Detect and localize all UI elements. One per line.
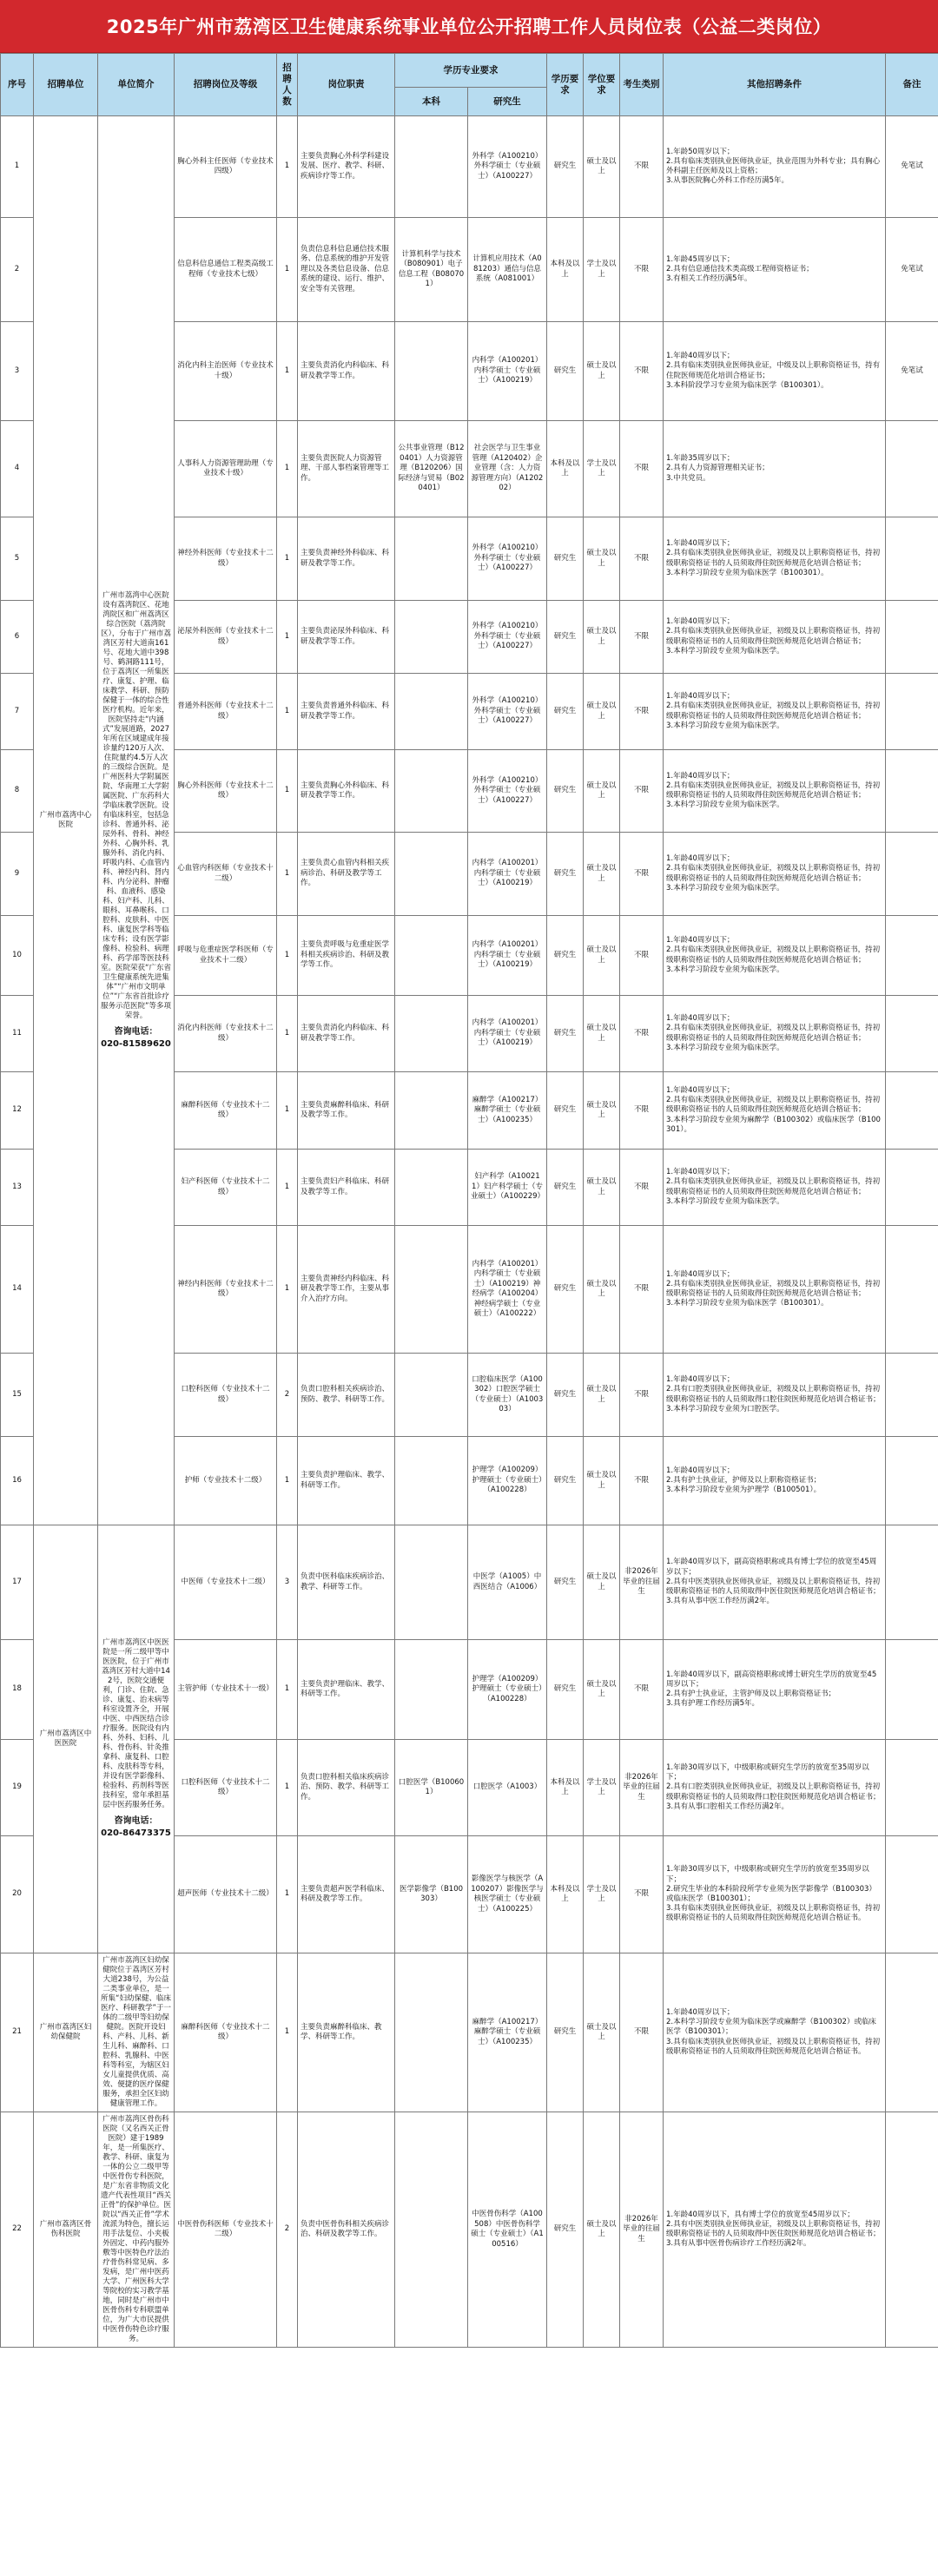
position-name: 人事科人力资源管理助理（专业技术十级） bbox=[175, 421, 277, 517]
major-undergrad bbox=[395, 1953, 468, 2112]
header-seq: 序号 bbox=[1, 54, 34, 116]
position-count: 1 bbox=[277, 1640, 298, 1740]
position-count: 1 bbox=[277, 116, 298, 218]
position-duty: 主要负责消化内科临床、科研及教学等工作。 bbox=[298, 996, 395, 1072]
position-name: 口腔科医师（专业技术十二级） bbox=[175, 1740, 277, 1836]
major-undergrad bbox=[395, 322, 468, 421]
edu-requirement: 研究生 bbox=[547, 601, 584, 674]
header-duty: 岗位职责 bbox=[298, 54, 395, 116]
major-grad: 外科学（A100210）外科学硕士（专业硕士）（A100227） bbox=[468, 674, 547, 750]
row-note bbox=[886, 601, 938, 674]
row-note bbox=[886, 1437, 938, 1525]
unit-intro-text: 广州市荔湾中心医院设有荔湾院区、花地湾院区和广州荔湾区综合医院（荔湾院区），分布于广州市荔湾区芳村大道南161号、花地大道中398号、鹤洞路111号，位于荔湾区一所集医疗、康复、护理、临床教学、科研、预防保健于一体的综合性医疗机构。近年来，医院坚持走“内涵式”发展道路，2027年所在区域建成年接诊量约120万人次、住院量约4.5万人次的三级综合医院。是广州医科大学附属医院、华南理工大学附属医院、广东药科大学临床教学医院。设有临床科室，包括急诊科、普通外科、泌尿外科、骨科、神经外科、心胸外科、乳腺外科、消化内科、呼吸内科、心血管内科、神经内科、肾内科、内分泌科、肿瘤科、血液科、感染科、妇产科、儿科、眼科、耳鼻喉科、口腔科、皮肤科、中医科、康复医学科等临床专科；设有医学影像科、检验科、病理科、药学部等医技科室。医院荣获“广东省卫生健康系统先进集体”“广州市文明单位”“广东省首批诊疗服务示范医院”等多项荣誉。 bbox=[101, 590, 171, 1020]
other-conditions: 1.年龄40周岁以下，副高资格职称或具有博士学位的放宽至45周岁以下； 2.具有中医类别执业医师执业证，初级及以上职称资格证书，持初级职称资格证书的人员须取得中医住院医师规范化培训合格证书； 3.具有从事中医工作经历满2年。 bbox=[664, 1525, 886, 1640]
unit-intro bbox=[98, 2112, 175, 2348]
row-seq: 14 bbox=[1, 1226, 34, 1354]
position-count: 1 bbox=[277, 674, 298, 750]
edu-requirement: 研究生 bbox=[547, 674, 584, 750]
row-note bbox=[886, 996, 938, 1072]
major-undergrad bbox=[395, 750, 468, 833]
position-duty: 主要负责神经内科临床、科研及教学等工作，主要从事介入治疗方向。 bbox=[298, 1226, 395, 1354]
header-major: 学历专业要求 bbox=[395, 54, 547, 88]
position-duty: 主要负责神经外科临床、科研及教学等工作。 bbox=[298, 517, 395, 601]
position-count: 1 bbox=[277, 1740, 298, 1836]
other-conditions: 1.年龄40周岁以下，副高资格职称或博士研究生学历的放宽至45周岁以下； 2.具有护士执业证，主管护师及以上职称资格证书； 3.具有护理工作经历满5年。 bbox=[664, 1640, 886, 1740]
row-note bbox=[886, 2112, 938, 2348]
header-edu: 学历要求 bbox=[547, 54, 584, 116]
other-conditions: 1.年龄40周岁以下； 2.具有临床类别执业医师执业证，初级及以上职称资格证书，持初级职称资格证书的人员须取得住院医师规范化培训合格证书； 3.本科学习阶段专业须为临床医学。 bbox=[664, 601, 886, 674]
candidate-source: 不限 bbox=[620, 218, 664, 322]
candidate-source: 不限 bbox=[620, 322, 664, 421]
position-count: 1 bbox=[277, 1226, 298, 1354]
position-duty: 主要负责超声医学科临床、科研及教学等工作。 bbox=[298, 1836, 395, 1953]
major-undergrad bbox=[395, 1226, 468, 1354]
row-seq: 5 bbox=[1, 517, 34, 601]
position-count: 1 bbox=[277, 916, 298, 996]
degree-requirement: 硕士及以上 bbox=[584, 750, 620, 833]
table-row bbox=[1, 1525, 938, 1640]
position-table bbox=[0, 53, 938, 2348]
row-seq: 17 bbox=[1, 1525, 34, 1640]
edu-requirement: 研究生 bbox=[547, 1437, 584, 1525]
candidate-source: 不限 bbox=[620, 674, 664, 750]
major-undergrad bbox=[395, 2112, 468, 2348]
position-count: 1 bbox=[277, 1953, 298, 2112]
major-undergrad bbox=[395, 996, 468, 1072]
position-count: 1 bbox=[277, 833, 298, 916]
candidate-source: 不限 bbox=[620, 1836, 664, 1953]
other-conditions: 1.年龄35周岁以下； 2.具有人力资源管理相关证书； 3.中共党员。 bbox=[664, 421, 886, 517]
position-count: 1 bbox=[277, 218, 298, 322]
position-name: 中医师（专业技术十二级） bbox=[175, 1525, 277, 1640]
other-conditions: 1.年龄30周岁以下，中级职称或研究生学历的放宽至35周岁以下； 2.具有口腔类别执业医师执业证，初级及以上职称资格证书，持初级职称资格证书的人员须取得口腔住院医师规范化培训合格证书； 3.具有从事口腔相关工作经历满2年。 bbox=[664, 1740, 886, 1836]
other-conditions: 1.年龄40周岁以下； 2.具有临床类别执业医师执业证，初级及以上职称资格证书，持初级职称资格证书的人员须取得住院医师规范化培训合格证书； 3.本科学习阶段专业须为临床医学。 bbox=[664, 996, 886, 1072]
row-note bbox=[886, 674, 938, 750]
major-undergrad bbox=[395, 1150, 468, 1226]
other-conditions: 1.年龄40周岁以下； 2.具有临床类别执业医师执业证，初级及以上职称资格证书，持初级职称资格证书的人员须取得住院医师规范化培训合格证书； 3.本科学习阶段专业须为麻醉学（B100302）或临床医学（B100301）。 bbox=[664, 1072, 886, 1150]
major-grad: 内科学（A100201）内科学硕士（专业硕士）（A100219）神经病学（A100204）神经病学硕士（专业硕士）（A100222） bbox=[468, 1226, 547, 1354]
edu-requirement: 本科及以上 bbox=[547, 421, 584, 517]
position-duty: 主要负责医院人力资源管理、干部人事档案管理等工作。 bbox=[298, 421, 395, 517]
major-grad: 口腔医学（A1003） bbox=[468, 1740, 547, 1836]
edu-requirement: 本科及以上 bbox=[547, 1836, 584, 1953]
row-seq: 7 bbox=[1, 674, 34, 750]
table-row bbox=[1, 1953, 938, 2112]
header-position: 招聘岗位及等级 bbox=[175, 54, 277, 116]
page-title: 2025年广州市荔湾区卫生健康系统事业单位公开招聘工作人员岗位表（公益二类岗位） bbox=[0, 0, 938, 53]
degree-requirement: 硕士及以上 bbox=[584, 601, 620, 674]
degree-requirement: 学士及以上 bbox=[584, 1836, 620, 1953]
row-note bbox=[886, 1953, 938, 2112]
unit-name: 广州市荔湾区骨伤科医院 bbox=[34, 2112, 98, 2348]
row-note: 免笔试 bbox=[886, 218, 938, 322]
degree-requirement: 硕士及以上 bbox=[584, 1953, 620, 2112]
position-name: 心血管内科医师（专业技术十二级） bbox=[175, 833, 277, 916]
degree-requirement: 硕士及以上 bbox=[584, 1354, 620, 1437]
position-duty: 主要负责胸心外科临床、科研及教学等工作。 bbox=[298, 750, 395, 833]
position-name: 口腔科医师（专业技术十二级） bbox=[175, 1354, 277, 1437]
position-count: 1 bbox=[277, 1437, 298, 1525]
major-undergrad: 计算机科学与技术（B080901）电子信息工程（B080701） bbox=[395, 218, 468, 322]
position-name: 主管护师（专业技术十一级） bbox=[175, 1640, 277, 1740]
unit-intro-text: 广州市荔湾区妇幼保健院位于荔湾区芳村大道238号，为公益二类事业单位，是一所集“妇幼保健、临床医疗、科研教学”于一体的二级甲等妇幼保健院。医院开设妇科、产科、儿科、新生儿科、麻醉科、口腔科、乳腺科、中医科等科室，为辖区妇女儿童提供优质、高效、便捷的医疗保健服务，承担全区妇幼健康管理工作。 bbox=[101, 1956, 171, 2108]
unit-intro bbox=[98, 1525, 175, 1953]
degree-requirement: 硕士及以上 bbox=[584, 674, 620, 750]
candidate-source: 不限 bbox=[620, 1437, 664, 1525]
position-name: 呼吸与危重症医学科医师（专业技术十二级） bbox=[175, 916, 277, 996]
major-grad: 麻醉学（A100217）麻醉学硕士（专业硕士）（A100235） bbox=[468, 1953, 547, 2112]
degree-requirement: 硕士及以上 bbox=[584, 916, 620, 996]
header-grad: 研究生 bbox=[468, 88, 547, 116]
row-note bbox=[886, 421, 938, 517]
position-duty: 主要负责护理临床、教学、科研等工作。 bbox=[298, 1640, 395, 1740]
other-conditions: 1.年龄40周岁以下； 2.具有临床类别执业医师执业证，初级及以上职称资格证书，持初级职称资格证书的人员须取得住院医师规范化培训合格证书； 3.本科学习阶段专业须为临床医学。 bbox=[664, 750, 886, 833]
position-duty: 主要负责普通外科临床、科研及教学等工作。 bbox=[298, 674, 395, 750]
row-seq: 10 bbox=[1, 916, 34, 996]
position-count: 1 bbox=[277, 1836, 298, 1953]
other-conditions: 1.年龄40周岁以下； 2.具有临床类别执业医师执业证，初级及以上职称资格证书，持初级职称资格证书的人员须取得住院医师规范化培训合格证书； 3.本科学习阶段专业须为临床医学。 bbox=[664, 1150, 886, 1226]
position-duty: 主要负责泌尿外科临床、科研及教学等工作。 bbox=[298, 601, 395, 674]
major-grad: 护理学（A100209）护理硕士（专业硕士）（A100228） bbox=[468, 1437, 547, 1525]
major-undergrad bbox=[395, 1354, 468, 1437]
candidate-source: 不限 bbox=[620, 996, 664, 1072]
degree-requirement: 学士及以上 bbox=[584, 1740, 620, 1836]
row-seq: 22 bbox=[1, 2112, 34, 2348]
candidate-source: 不限 bbox=[620, 1150, 664, 1226]
major-undergrad bbox=[395, 1437, 468, 1525]
row-note bbox=[886, 1525, 938, 1640]
edu-requirement: 研究生 bbox=[547, 517, 584, 601]
degree-requirement: 硕士及以上 bbox=[584, 116, 620, 218]
edu-requirement: 研究生 bbox=[547, 116, 584, 218]
unit-intro bbox=[98, 1953, 175, 2112]
major-grad: 口腔临床医学（A100302）口腔医学硕士（专业硕士）（A100303） bbox=[468, 1354, 547, 1437]
other-conditions: 1.年龄40周岁以下； 2.具有临床类别执业医师执业证，初级及以上职称资格证书，持初级职称资格证书的人员须取得住院医师规范化培训合格证书； 3.本科学习阶段专业须为临床医学。 bbox=[664, 674, 886, 750]
position-name: 妇产科医师（专业技术十二级） bbox=[175, 1150, 277, 1226]
candidate-source: 非2026年毕业的往届生 bbox=[620, 1525, 664, 1640]
major-undergrad bbox=[395, 1072, 468, 1150]
candidate-source: 不限 bbox=[620, 421, 664, 517]
candidate-source: 不限 bbox=[620, 1354, 664, 1437]
row-note bbox=[886, 916, 938, 996]
unit-contact bbox=[101, 1815, 171, 1840]
major-grad: 护理学（A100209）护理硕士（专业硕士）（A100228） bbox=[468, 1640, 547, 1740]
unit-name: 广州市荔湾区妇幼保健院 bbox=[34, 1953, 98, 2112]
position-duty: 主要负责麻醉科临床、科研及教学等工作。 bbox=[298, 1072, 395, 1150]
candidate-source: 不限 bbox=[620, 601, 664, 674]
position-duty: 负责口腔科相关疾病诊治、预防、教学、科研等工作。 bbox=[298, 1354, 395, 1437]
degree-requirement: 硕士及以上 bbox=[584, 833, 620, 916]
degree-requirement: 硕士及以上 bbox=[584, 996, 620, 1072]
position-name: 超声医师（专业技术十二级） bbox=[175, 1836, 277, 1953]
major-grad: 内科学（A100201）内科学硕士（专业硕士）（A100219） bbox=[468, 996, 547, 1072]
major-undergrad bbox=[395, 116, 468, 218]
candidate-source: 不限 bbox=[620, 1226, 664, 1354]
other-conditions: 1.年龄40周岁以下； 2.具有临床类别执业医师执业证，中级及以上职称资格证书，持有住院医师规范化培训合格证书； 3.本科阶段学习专业须为临床医学（B100301）。 bbox=[664, 322, 886, 421]
position-name: 泌尿外科医师（专业技术十二级） bbox=[175, 601, 277, 674]
edu-requirement: 研究生 bbox=[547, 1953, 584, 2112]
table-body bbox=[1, 116, 938, 2348]
position-name: 普通外科医师（专业技术十二级） bbox=[175, 674, 277, 750]
major-undergrad: 公共事业管理（B120401）人力资源管理（B120206）国际经济与贸易（B020401） bbox=[395, 421, 468, 517]
major-undergrad bbox=[395, 517, 468, 601]
major-grad: 外科学（A100210）外科学硕士（专业硕士）（A100227） bbox=[468, 517, 547, 601]
row-seq: 13 bbox=[1, 1150, 34, 1226]
row-note bbox=[886, 1640, 938, 1740]
row-note: 免笔试 bbox=[886, 322, 938, 421]
major-grad: 麻醉学（A100217）麻醉学硕士（专业硕士）（A100235） bbox=[468, 1072, 547, 1150]
position-duty: 主要负责心血管内科相关疾病诊治、科研及教学等工作。 bbox=[298, 833, 395, 916]
row-note: 免笔试 bbox=[886, 116, 938, 218]
row-note bbox=[886, 1150, 938, 1226]
row-note bbox=[886, 1836, 938, 1953]
header-intro: 单位简介 bbox=[98, 54, 175, 116]
header-degree: 学位要求 bbox=[584, 54, 620, 116]
edu-requirement: 研究生 bbox=[547, 750, 584, 833]
table-row bbox=[1, 2112, 938, 2348]
contact-label: 咨询电话： bbox=[114, 1816, 158, 1826]
row-seq: 21 bbox=[1, 1953, 34, 2112]
major-grad: 中医骨伤科学（A100508）中医骨伤科学硕士（专业硕士）（A100516） bbox=[468, 2112, 547, 2348]
header-other: 其他招聘条件 bbox=[664, 54, 886, 116]
row-seq: 15 bbox=[1, 1354, 34, 1437]
other-conditions: 1.年龄40周岁以下； 2.本科学习阶段专业须为临床医学或麻醉学（B100302）或临床医学（B100301）； 3.具有临床类别执业医师执业证，初级及以上职称资格证书，持初级职称资格证书的人员须取得住院医师规范化培训合格证书。 bbox=[664, 1953, 886, 2112]
major-undergrad: 医学影像学（B100303） bbox=[395, 1836, 468, 1953]
row-seq: 2 bbox=[1, 218, 34, 322]
header-source: 考生类别 bbox=[620, 54, 664, 116]
degree-requirement: 硕士及以上 bbox=[584, 1525, 620, 1640]
header-count: 招聘人数 bbox=[277, 54, 298, 116]
position-name: 神经外科医师（专业技术十二级） bbox=[175, 517, 277, 601]
position-duty: 负责信息科信息通信技术服务、信息系统的维护开发管理以及各类信息设备、信息系统的建设、运行、维护、安全等有关管理。 bbox=[298, 218, 395, 322]
position-count: 1 bbox=[277, 1072, 298, 1150]
major-undergrad bbox=[395, 833, 468, 916]
other-conditions: 1.年龄40周岁以下； 2.具有临床类别执业医师执业证，初级及以上职称资格证书，持初级职称资格证书的人员须取得住院医师规范化培训合格证书； 3.本科学习阶段专业须为临床医学。 bbox=[664, 833, 886, 916]
position-name: 麻醉科医师（专业技术十二级） bbox=[175, 1953, 277, 2112]
header-undergrad: 本科 bbox=[395, 88, 468, 116]
row-note bbox=[886, 1226, 938, 1354]
position-count: 1 bbox=[277, 601, 298, 674]
position-duty: 主要负责胸心外科学科建设发展、医疗、教学、科研、疾病诊疗等工作。 bbox=[298, 116, 395, 218]
position-count: 1 bbox=[277, 322, 298, 421]
other-conditions: 1.年龄45周岁以下； 2.具有信息通信技术类高级工程师资格证书； 3.有相关工作经历满5年。 bbox=[664, 218, 886, 322]
row-seq: 16 bbox=[1, 1437, 34, 1525]
contact-label: 咨询电话： bbox=[114, 1026, 158, 1037]
major-undergrad bbox=[395, 601, 468, 674]
other-conditions: 1.年龄40周岁以下； 2.具有口腔类别执业医师执业证，初级及以上职称资格证书，持初级职称资格证书的人员须取得口腔住院医师规范化培训合格证书； 3.本科学习阶段专业须为口腔医学。 bbox=[664, 1354, 886, 1437]
unit-intro bbox=[98, 116, 175, 1525]
edu-requirement: 本科及以上 bbox=[547, 218, 584, 322]
position-name: 胸心外科医师（专业技术十二级） bbox=[175, 750, 277, 833]
degree-requirement: 硕士及以上 bbox=[584, 1437, 620, 1525]
degree-requirement: 学士及以上 bbox=[584, 421, 620, 517]
major-grad: 内科学（A100201）内科学硕士（专业硕士）（A100219） bbox=[468, 833, 547, 916]
position-duty: 主要负责麻醉科临床、教学、科研等工作。 bbox=[298, 1953, 395, 2112]
major-grad: 妇产科学（A100211）妇产科学硕士（专业硕士）（A100229） bbox=[468, 1150, 547, 1226]
candidate-source: 不限 bbox=[620, 116, 664, 218]
candidate-source: 非2026年毕业的往届生 bbox=[620, 1740, 664, 1836]
major-undergrad bbox=[395, 674, 468, 750]
position-count: 2 bbox=[277, 2112, 298, 2348]
row-note bbox=[886, 1072, 938, 1150]
major-grad: 社会医学与卫生事业管理（A120402）企业管理（含：人力资源管理方向）（A120202） bbox=[468, 421, 547, 517]
candidate-source: 不限 bbox=[620, 833, 664, 916]
degree-requirement: 学士及以上 bbox=[584, 218, 620, 322]
row-seq: 18 bbox=[1, 1640, 34, 1740]
major-grad: 内科学（A100201）内科学硕士（专业硕士）（A100219） bbox=[468, 322, 547, 421]
position-duty: 负责中医骨伤科相关疾病诊治、科研及教学等工作。 bbox=[298, 2112, 395, 2348]
header-unit: 招聘单位 bbox=[34, 54, 98, 116]
edu-requirement: 研究生 bbox=[547, 1525, 584, 1640]
edu-requirement: 研究生 bbox=[547, 2112, 584, 2348]
position-duty: 负责中医科临床疾病诊治、教学、科研等工作。 bbox=[298, 1525, 395, 1640]
candidate-source: 不限 bbox=[620, 750, 664, 833]
edu-requirement: 研究生 bbox=[547, 1226, 584, 1354]
contact-phone: 020-86473375 bbox=[101, 1828, 171, 1838]
degree-requirement: 硕士及以上 bbox=[584, 1150, 620, 1226]
edu-requirement: 研究生 bbox=[547, 916, 584, 996]
position-name: 护师（专业技术十二级） bbox=[175, 1437, 277, 1525]
position-count: 2 bbox=[277, 1354, 298, 1437]
candidate-source: 不限 bbox=[620, 1640, 664, 1740]
degree-requirement: 硕士及以上 bbox=[584, 2112, 620, 2348]
major-grad: 计算机应用技术（A081203）通信与信息系统（A081001） bbox=[468, 218, 547, 322]
other-conditions: 1.年龄40周岁以下，具有博士学位的放宽至45周岁以下； 2.具有中医类别执业医师执业证，初级及以上职称资格证书，持初级职称资格证书的人员须取得中医住院医师规范化培训合格证书； 3.具有从事中医骨伤病诊疗工作经历满2年。 bbox=[664, 2112, 886, 2348]
other-conditions: 1.年龄30周岁以下，中级职称或研究生学历的放宽至35周岁以下； 2.研究生毕业的本科阶段所学专业须为医学影像学（B100303）或临床医学（B100301）； 3.具有临床类别执业医师执业证，初级及以上职称资格证书，持初级职称资格证书的人员须取得住院医师规范化培训合格证书。 bbox=[664, 1836, 886, 1953]
row-seq: 9 bbox=[1, 833, 34, 916]
other-conditions: 1.年龄50周岁以下； 2.具有临床类别执业医师执业证，执业范围为外科专业；具有胸心外科副主任医师及以上资格； 3.从事医院胸心外科工作经历满5年。 bbox=[664, 116, 886, 218]
position-duty: 主要负责妇产科临床、科研及教学等工作。 bbox=[298, 1150, 395, 1226]
position-duty: 主要负责消化内科临床、科研及教学等工作。 bbox=[298, 322, 395, 421]
degree-requirement: 硕士及以上 bbox=[584, 1640, 620, 1740]
candidate-source: 不限 bbox=[620, 517, 664, 601]
position-count: 1 bbox=[277, 750, 298, 833]
position-count: 1 bbox=[277, 517, 298, 601]
other-conditions: 1.年龄40周岁以下； 2.具有临床类别执业医师执业证，初级及以上职称资格证书，持初级职称资格证书的人员须取得住院医师规范化培训合格证书； 3.本科学习阶段专业须为临床医学。 bbox=[664, 916, 886, 996]
other-conditions: 1.年龄40周岁以下； 2.具有护士执业证，护师及以上职称资格证书； 3.本科学习阶段专业须为护理学（B100501）。 bbox=[664, 1437, 886, 1525]
candidate-source: 非2026年毕业的往届生 bbox=[620, 2112, 664, 2348]
major-grad: 影像医学与核医学（A100207）影像医学与核医学硕士（专业硕士）（A100225） bbox=[468, 1836, 547, 1953]
unit-contact bbox=[101, 1026, 171, 1051]
contact-phone: 020-81589620 bbox=[101, 1038, 171, 1049]
row-note bbox=[886, 1740, 938, 1836]
row-seq: 8 bbox=[1, 750, 34, 833]
row-seq: 19 bbox=[1, 1740, 34, 1836]
edu-requirement: 研究生 bbox=[547, 1354, 584, 1437]
candidate-source: 不限 bbox=[620, 916, 664, 996]
row-seq: 6 bbox=[1, 601, 34, 674]
edu-requirement: 研究生 bbox=[547, 996, 584, 1072]
major-undergrad bbox=[395, 1525, 468, 1640]
header-note: 备注 bbox=[886, 54, 938, 116]
row-note bbox=[886, 750, 938, 833]
unit-intro-text: 广州市荔湾区骨伤科医院（又名西关正骨医院）建于1989年，是一所集医疗、教学、科研、康复为一体的公立二级甲等中医骨伤专科医院，是广东省非物质文化遗产代表性项目“西关正骨”的保护单位。医院以“西关正骨”学术流派为特色，擅长运用手法复位、小夹板外固定、中药内服外敷等中医特色疗法治疗骨伤科常见病、多发病，是广州中医药大学、广州医科大学等院校的实习教学基地，同时是广州市中医骨伤科专科联盟单位，为广大市民提供中医骨伤特色诊疗服务。 bbox=[101, 2115, 171, 2343]
position-duty: 负责口腔科相关临床疾病诊治、预防、教学、科研等工作。 bbox=[298, 1740, 395, 1836]
other-conditions: 1.年龄40周岁以下； 2.具有临床类别执业医师执业证，初级及以上职称资格证书，持初级职称资格证书的人员须取得住院医师规范化培训合格证书； 3.本科学习阶段专业须为临床医学（B100301）。 bbox=[664, 1226, 886, 1354]
edu-requirement: 研究生 bbox=[547, 1150, 584, 1226]
degree-requirement: 硕士及以上 bbox=[584, 1226, 620, 1354]
candidate-source: 不限 bbox=[620, 1953, 664, 2112]
row-note bbox=[886, 1354, 938, 1437]
unit-intro-text: 广州市荔湾区中医医院是一所二级甲等中医医院，位于广州市荔湾区芳村大道中142号，医院交通便利，门诊、住院、急诊、康复、治未病等科室设置齐全，开展中医、中西医结合诊疗服务。医院设有内科、外科、妇科、儿科、骨伤科、针灸推拿科、康复科、口腔科、皮肤科等专科，并设有医学影像科、检验科、药剂科等医技科室，常年承担基层中医药服务任务。 bbox=[102, 1638, 170, 1809]
position-count: 1 bbox=[277, 421, 298, 517]
unit-name: 广州市荔湾中心医院 bbox=[34, 116, 98, 1525]
row-note bbox=[886, 833, 938, 916]
row-seq: 11 bbox=[1, 996, 34, 1072]
row-note bbox=[886, 517, 938, 601]
row-seq: 12 bbox=[1, 1072, 34, 1150]
other-conditions: 1.年龄40周岁以下； 2.具有临床类别执业医师执业证，初级及以上职称资格证书，持初级职称资格证书的人员须取得住院医师规范化培训合格证书； 3.本科学习阶段专业须为临床医学（B100301）。 bbox=[664, 517, 886, 601]
position-name: 麻醉科医师（专业技术十二级） bbox=[175, 1072, 277, 1150]
position-name: 神经内科医师（专业技术十二级） bbox=[175, 1226, 277, 1354]
major-undergrad bbox=[395, 916, 468, 996]
degree-requirement: 硕士及以上 bbox=[584, 1072, 620, 1150]
major-grad: 外科学（A100210）外科学硕士（专业硕士）（A100227） bbox=[468, 116, 547, 218]
position-duty: 主要负责呼吸与危重症医学科相关疾病诊治、科研及教学等工作。 bbox=[298, 916, 395, 996]
position-name: 信息科信息通信工程类高级工程师（专业技术七级） bbox=[175, 218, 277, 322]
position-name: 消化内科主治医师（专业技术十级） bbox=[175, 322, 277, 421]
major-undergrad bbox=[395, 1640, 468, 1740]
table-row bbox=[1, 116, 938, 218]
position-count: 1 bbox=[277, 1150, 298, 1226]
position-count: 1 bbox=[277, 996, 298, 1072]
position-count: 3 bbox=[277, 1525, 298, 1640]
position-duty: 主要负责护理临床、教学、科研等工作。 bbox=[298, 1437, 395, 1525]
position-name: 胸心外科主任医师（专业技术四级） bbox=[175, 116, 277, 218]
row-seq: 1 bbox=[1, 116, 34, 218]
table-header bbox=[1, 54, 938, 116]
major-grad: 外科学（A100210）外科学硕士（专业硕士）（A100227） bbox=[468, 601, 547, 674]
edu-requirement: 研究生 bbox=[547, 1640, 584, 1740]
position-name: 中医骨伤科医师（专业技术十二级） bbox=[175, 2112, 277, 2348]
edu-requirement: 研究生 bbox=[547, 1072, 584, 1150]
row-seq: 4 bbox=[1, 421, 34, 517]
edu-requirement: 研究生 bbox=[547, 833, 584, 916]
row-seq: 20 bbox=[1, 1836, 34, 1953]
major-grad: 外科学（A100210）外科学硕士（专业硕士）（A100227） bbox=[468, 750, 547, 833]
edu-requirement: 研究生 bbox=[547, 322, 584, 421]
position-name: 消化内科医师（专业技术十二级） bbox=[175, 996, 277, 1072]
unit-name: 广州市荔湾区中医医院 bbox=[34, 1525, 98, 1953]
row-seq: 3 bbox=[1, 322, 34, 421]
major-grad: 内科学（A100201）内科学硕士（专业硕士）（A100219） bbox=[468, 916, 547, 996]
degree-requirement: 硕士及以上 bbox=[584, 517, 620, 601]
major-undergrad: 口腔医学（B100601） bbox=[395, 1740, 468, 1836]
degree-requirement: 硕士及以上 bbox=[584, 322, 620, 421]
edu-requirement: 本科及以上 bbox=[547, 1740, 584, 1836]
candidate-source: 不限 bbox=[620, 1072, 664, 1150]
major-grad: 中医学（A1005）中西医结合（A1006） bbox=[468, 1525, 547, 1640]
